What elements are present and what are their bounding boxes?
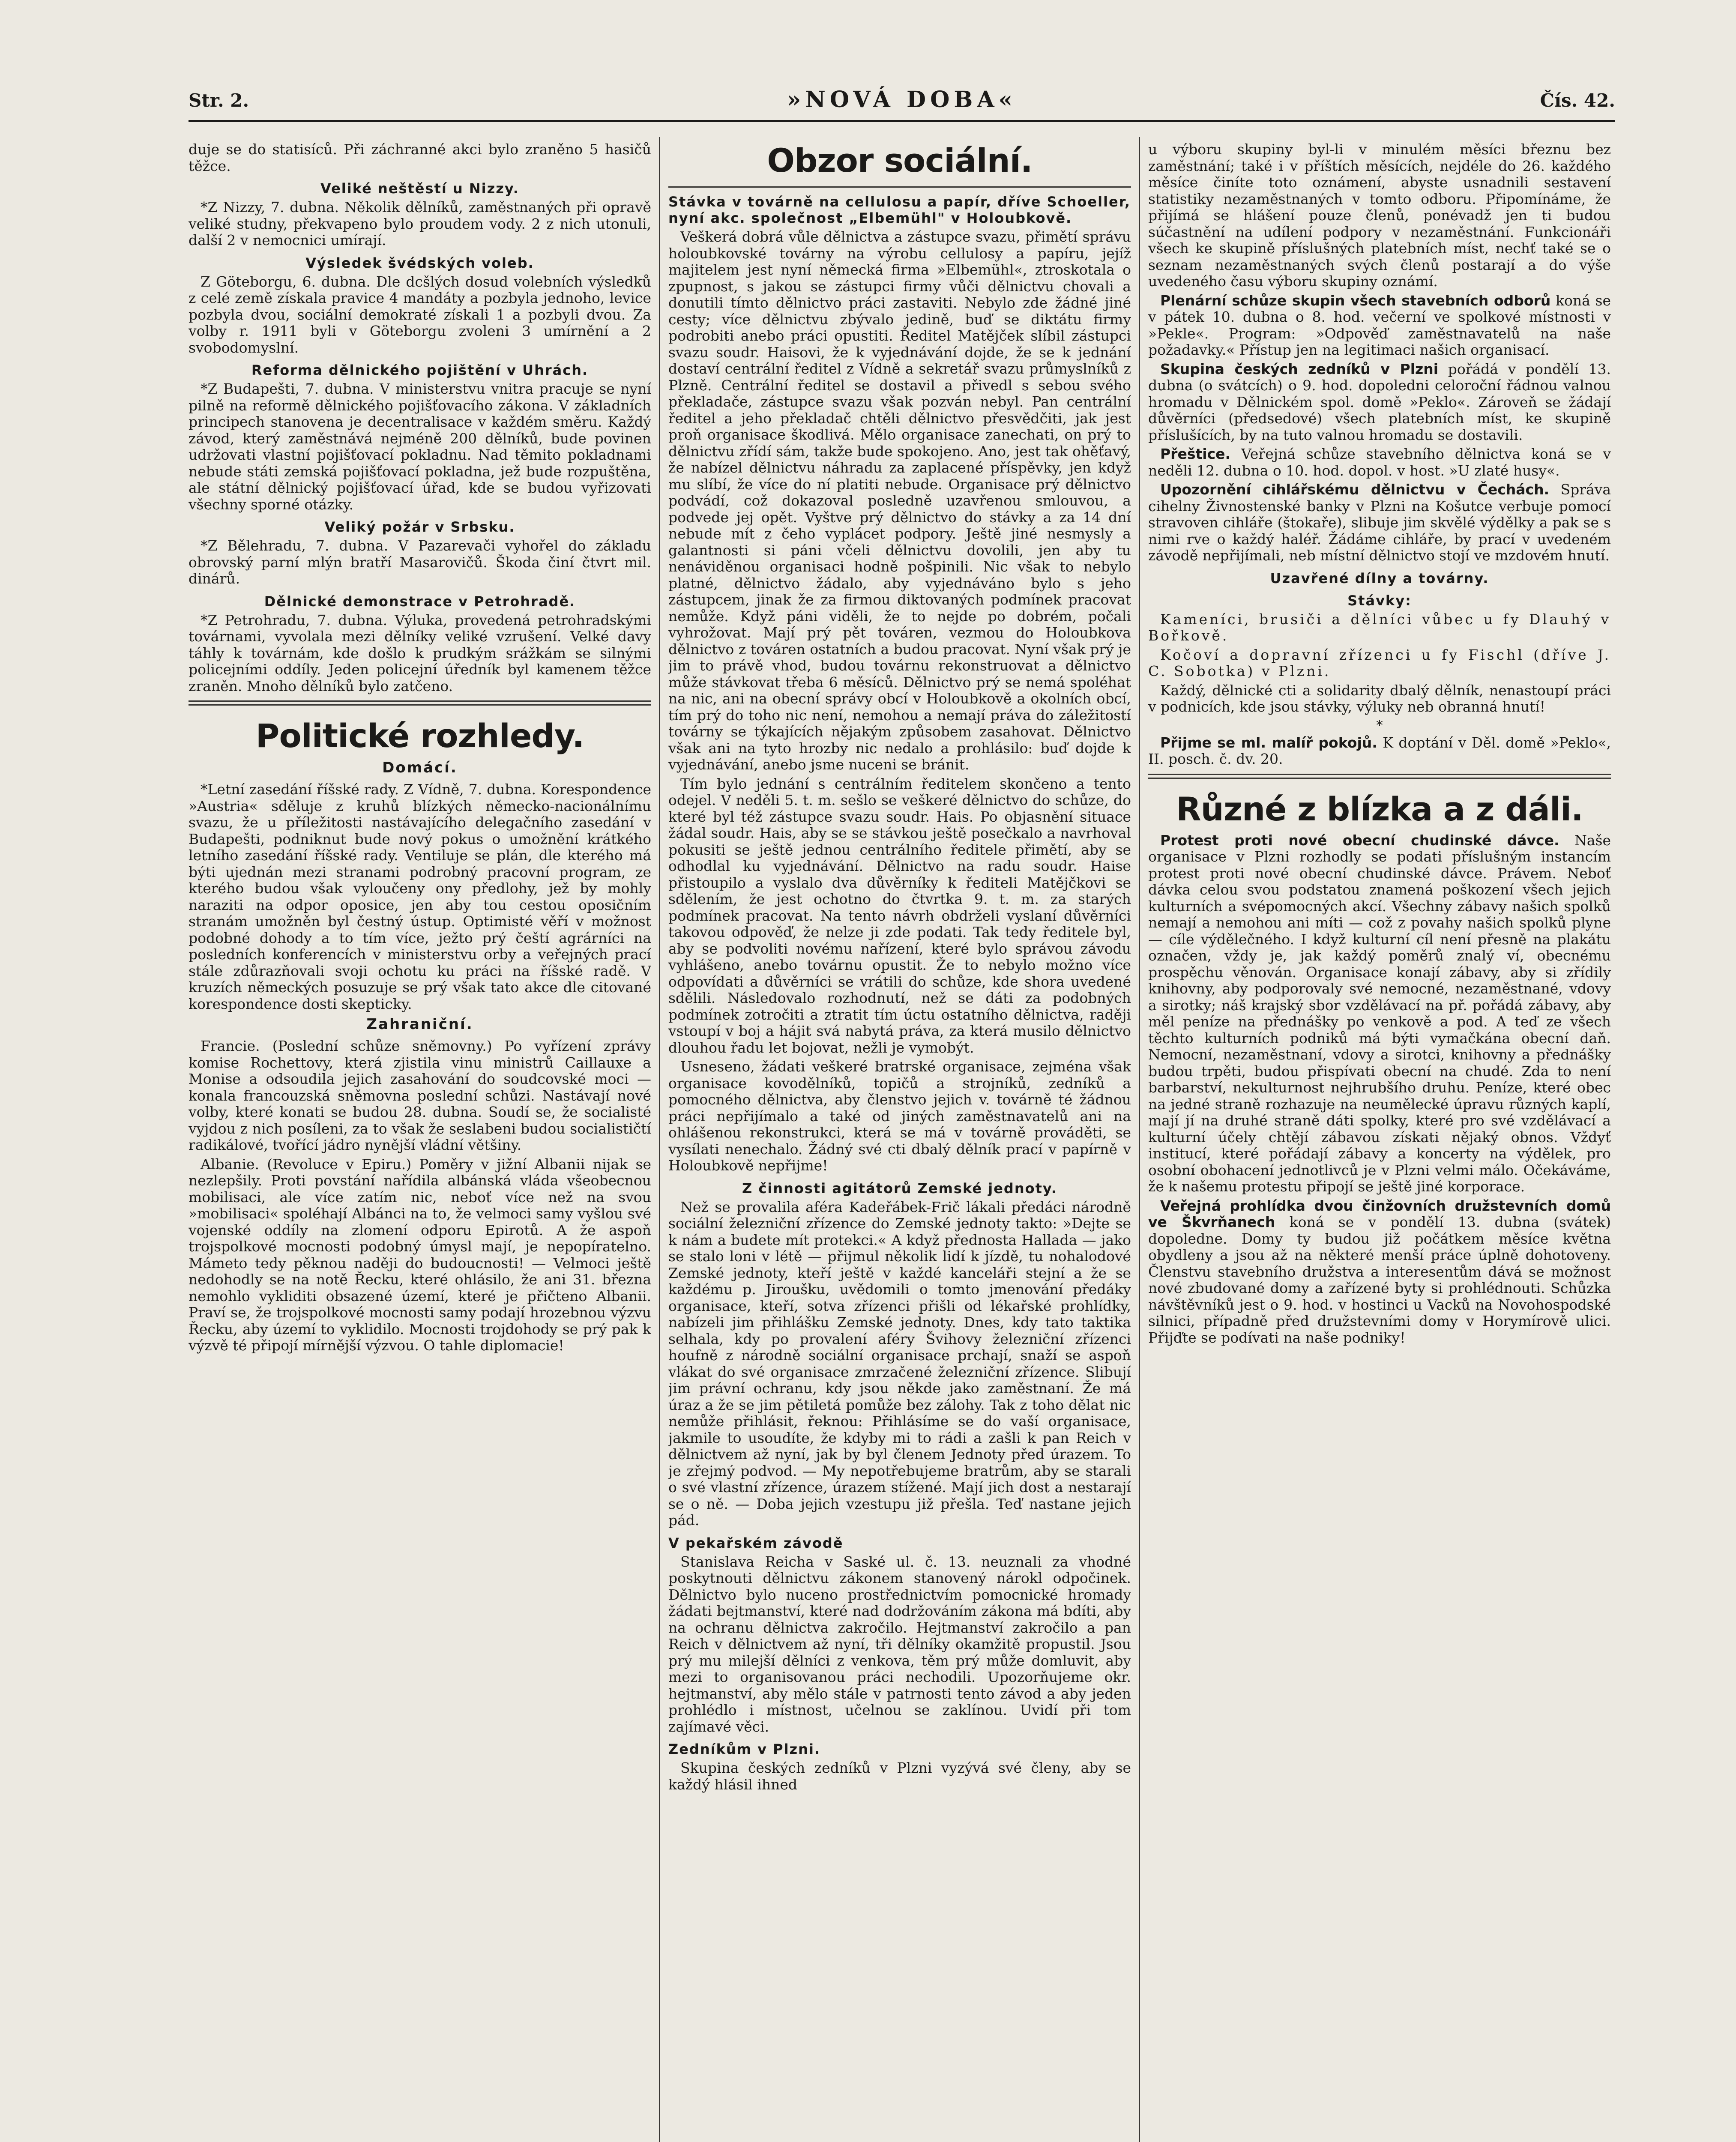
subsection-zahranicni: Zahraniční. <box>366 1016 473 1033</box>
article-strike-3: Usneseno, žádati veškeré bratrské organisace, zejména však organisace kovodělníků, topičů a strojníků, zedníků a pomocného dělnictva, aby členstvo jejich v. továrně té žádnou práci nepřijímalo a také od jiných zaměstnavatelů ani na ohlášenou rekonstrukci, která se má v továrně prováděti, se vysílati nenechalo. Žádný své cti dbalý dělník prací v papírně v Holoubkově nepřijme! <box>668 1058 1131 1174</box>
page-number: Str. 2. <box>189 90 249 111</box>
article-petrohrad: *Z Petrohradu, 7. dubna. Výluka, provedená petrohradskými továrnami, vyvolala mezi dělníky veliké vzrušení. Velké davy táhly k továrnám, kde došlo k prudkým srážkám se silnými policejními oddíly. Jeden policejní úředník byl kamenem těžce zraněn. Mnoho dělníků bylo zatčeno. <box>189 611 651 694</box>
lead-prestice: Přeštice. <box>1160 446 1231 462</box>
section-title-obzor: Obzor sociální. <box>767 141 1033 179</box>
headline-srbsko: Veliký požár v Srbsku. <box>324 519 515 535</box>
article-continued: u výboru skupiny byl-li v minulém měsíci březnu bez zaměstnání; také i v příštích měsících, nejdéle do 26. každého měsíce činíte toto oznámení, abyste usnadnili sestavení statistiky nezaměstnaných v tomto odboru. Připomínáme, že přijímá se hlášení pouze členů, ponévadž jen ti budou súčastnění na udílení podpory v nezaměstnání. Funkcionáři všech ke skupině příslušných platebních míst, nechť také se o seznam nezaměstnaných svých členů postarají a do výše uvedeného času výboru skupiny oznámí. <box>1148 141 1611 290</box>
article-plenarni: koná se v pátek 10. dubna o 8. hod. večerní ve spolkové místnosti v »Pekle«. Program: »Odpověď zaměstnavatelů na naše požadavky.« Přístup jen na legitimaci našich organisací. <box>1148 292 1611 358</box>
headline-zednici: Zedníkům v Plzni. <box>668 1741 821 1757</box>
headline-agitatori: Z činnosti agitátorů Zemské jednoty. <box>742 1180 1057 1197</box>
article-albanie: Albanie. (Revoluce v Epiru.) Poměry v jižní Albanii nijak se nezlepšily. Proti povstání nařídila albánská vláda všeobecnou mobilisaci, ale více zatím nic, neboť více než na svou »mobilisaci« spoléhají Albánci na to, že velmoci samy vyšlou své vojenské oddíly na zlomení odporu Epirotů. A že aspoň trojspolkové mocnosti podobný úmysl mají, je nepopíratelno. Mámeto tedy pěknou naději do budoucnosti! — Velmoci ještě nedohodly se na notě Řecku, které ohlásilo, že ani 31. března nemohlo vykliditi obsazené území, které je přičteno Albanii. Praví se, že trojspolkové mocnosti samy podají hrozebnou výzvu Řecku, aby území to vyklidilo. Mocnosti trojdohody se prý pak k výzvě té připojí mírnější výzvou. O tahle diplomacie! <box>189 1155 651 1354</box>
page-header <box>189 77 1615 122</box>
section-divider <box>668 186 1131 188</box>
article-verejna: koná se v pondělí 13. dubna (svátek) dopoledne. Domy ty budou již počátkem měsíce května obydleny a jsou až na některé menší práce úplně dohotoveny. Členstvu stavebního družstva a interesentům dává se možnost nové zbudované domy a zařízené byty si prohlédnouti. Schůzka návštěvníků jest o 9. hod. v hostinci u Vacků na Novohospodské silnici, případně před družstevními domy v Horymírově ulici. Přijďte se podívati na naše podniky! <box>1148 1214 1611 1346</box>
article-protest: Naše organisace v Plzni rozhodly se podati příslušným instancím protest proti nové obecní chudinské dávce. Právem. Neboť dávka celou svou podstatou znamená poškození všech jejich kulturních a svépomocných akcí. Všechny zábavy našich spolků nemají a nemohou ani míti — což z povahy našich spolků plyne — cíle výdělečného. I když kulturní cíl není přesně na plakátu označen, vždy je, jak každý poměrů znalý ví, obecnému prospěchu věnován. Organisace konají zábavy, aby si zřídily knihovny, aby podporovaly své nemocné, nezaměstnané, vdovy a sirotky; náš krajský sbor vzdělávací na př. pořádá zábavy, aby měl peníze na přednášky po venkově a pod. A teď ze všech těchto kulturních podniků má býti vymačkána obecní daň. Nemocní, nezaměstnaní, vdovy a sirotci, knihovny a přednášky budou trpěti, budou přispívati obecní na chudé. Zda to není barbarství, nekulturnost nejhrubšího druhu. Peníze, které obec na jedné straně rozhazuje na neumělecké úpravu různých kaplí, mají jí na druhé straně dáti spolky, které pro své vzdělávací a kulturní účely chtějí zábavou získati nějaký obnos. Vždyť institucí, které pořádají zábavy a koncerty na výdělek, pro osobní obohacení jednotlivců je v Plzni velmi málo. Očekáváme, že k našemu protestu připojí se ještě jiné korporace. <box>1148 832 1611 1195</box>
newspaper-page <box>189 77 1615 2142</box>
article-pekarsky: Stanislava Reicha v Saské ul. č. 13. neuznali za vhodné poskytnouti dělnictvu zákonem stanovený nárokl odpočinek. Dělnictvo bylo nuceno prostřednictvím pomocnické hromady žádati bejtmanství, které nad dodržováním zákona má bdíti, aby na ochranu dělnictva zakročilo. Hejtmanství zakročilo a pan Reich v dělnictvem až nyní, tři dělníky okamžitě propustil. Jsou prý mu milejší dělníci z venkova, těm prý může domluvit, aby mezi to organisovanou práci nechodili. Upozorňujeme okr. hejtmanství, aby mělo stále v patrnosti tento závod a aby jeden prohlédlo i místnost, učelnou se zaklínou. Uvidí při tom zajímavé věci. <box>668 1553 1131 1735</box>
article-strike-1: Veškerá dobrá vůle dělnictva a zástupce svazu, přimětí správu holoubkovské továrny na výrobu cellulosy a papíru, jejíž majitelem jest nyní německá firma »Elbemühl«, ztroskotala o zpupnost, s jakou se zástupci firmy vůči dělnictvu chovali a donutili tímto dělnictvo práci zastaviti. Nebylo zde žádné jiné cesty; více dělnictvu zbývalo jedině, buď se diktátu firmy podrobiti anebo práci opustiti. Ředitel Matějček slíbil zástupci svazu soudr. Haisovi, že k vyjednávání dojde, že se k jednání dostaví centrální ředitel z Vídně a sekretář svazu průmyslníků z Plzně. Centrální ředitel se dostavil a přivedl s sebou svého překladače, zástupce svazu však pozván nebyl. Pan centrální ředitel a jeho překladač chtěli dělnictvo přesvědčiti, jak jest proň organisace škodlivá. Mělo organisace zanechati, on prý to dělnictvu zřídí sám, takže bude spokojeno. Ano, jest tak ohěťavý, že nabízel dělnictvu náhradu za zaplacené příspěvky, jen když mu slíbí, že více do ní platiti nebude. Organisace prý dělnictvo podvádí, což dokazoval posledně uzavřenou smlouvou, a podvede jej opět. Vyštve prý dělnictvo do stávky a za 14 dní nebude mít z čeho vyplácet podpory. Ještě jiné nesmysly a galantnosti si páni včeli dělnictvu dovolili, jen aby tu nenáviděnou organisaci hodně pošpinili. Nic však to nebylo platné, dělnictvo žádalo, aby vyjednáváno bylo s jeho zástupcem, jinak že za firmou diktovaných podmínek pracovat nemůže. Když páni viděli, že to nejde po dobrém, počali vyhrožovat. Mají prý pět továren, vezmou do Holoubkova dělnictvo z továren ostatních a budou pracovat. Nyní však prý je jim to právě vhod, budou továrnu rekonstruovat a dělnictvo může stávkovat třeba 6 měsíců. Dělnictvo prý se nemá spoléhat na nic, ani na obecní správy obcí v Holoubkově a okolních obcí, tím prý do toho nic není, nemohou a nemají práva do záležitostí továrny se týkajících nějakým způsobem zasahovat. Dělnictvo však ani na tyto hrozby nic nedalo a prohlásilo: buď dojde k vyjednávání, anebo jsme nuceni se bránit. <box>668 228 1131 773</box>
issue-number: Čís. 42. <box>1540 90 1615 111</box>
headline-stavky: Stávky: <box>1347 592 1412 609</box>
separator-star: * <box>1376 718 1383 733</box>
section-divider <box>189 700 651 706</box>
headline-petrohrad: Dělnické demonstrace v Petrohradě. <box>264 593 576 610</box>
lead-skupina: Skupina českých zedníků v Plzni <box>1160 360 1439 377</box>
lead-prijme: Přijme se ml. malíř pokojů. <box>1160 734 1377 751</box>
lead-plenarni: Plenární schůze skupin všech stavebních odborů <box>1160 292 1551 309</box>
article-uhry: *Z Budapešti, 7. dubna. V ministerstvu vnitra pracuje se nyní pilně na reformě dělnického pojišťovacího zákona. V základních principech stanovena je decentralisace v každém směru. Každý závod, který zaměstnává nejméně 200 dělníků, bude povinen udržovati vlastní pojišťovací pokladnu. Nad těmito pokladnami nebude státi zemská pojišťovací pokladna, jež bude rozpuštěna, ale státní dělnický pojišťovací úřad, kde se budou vyřizovati všechny sporné otázky. <box>189 380 651 513</box>
headline-strike: Stávka v továrně na cellulosu a papír, dříve Schoeller, nyní akc. společnost „Elbemühl" v Holoubkově. <box>668 194 1131 226</box>
column-rule <box>1139 137 1140 2142</box>
section-title-politicke: Politické rozhledy. <box>255 717 584 755</box>
article-strike-2: Tím bylo jednání s centrálním ředitelem skončeno a tento odejel. V neděli 5. t. m. sešlo se veškeré dělnictvo do schůze, do které byl též zástupce svazu soudr. Hais. Po objasnění situace žádal soudr. Hais, aby se se stávkou ještě posečkalo a navrhoval pokusiti se ještě jednou centrálního ředitele přimětí, aby se odhodlal ku vyjednávání. Dělnictvo na radu soudr. Haise přistoupilo a vyslalo dva důvěrníky k řediteli Matějčkovi se sdělením, že jest ochotno do čtvrtka 9. t. m. za starých podmínek pracovat. Na tento návrh obdrželi vyslaní důvěrníci takovou odpověď, že nelze ji zde podati. Tak tedy ředitele byl, aby se podvoliti novému nařízení, které bylo správou závodu vyhlášeno, anebo továrnu opustit. Že to nebylo možno více odpovídati a důvěrníci se vrátili do schůze, kde shora uvedené sdělili. Následovalo rozhodnutí, než se dáti za podobných podmínek zotročiti a ztratit tím úctu ostatního dělnictva, raději vstoupí v boj a hájit svá nabytá práva, za která musilo dělnictvo dlouhou řadu let bojovat, nežli je vymobýt. <box>668 775 1131 1056</box>
newspaper-title: »NOVÁ DOBA« <box>787 87 1017 113</box>
article-agitatori: Než se provalila aféra Kadeřábek-Frič lákali předáci národně sociální železniční zřízence do Zemské jednoty takto: »Dejte se k nám a budete mít protekci.« A když přednosta Hallada — jako se stalo loni v létě — přijmul několik lidí k jízdě, tu nohalodové Zemské jednoty, kteří ještě v každé kanceláři stejní a že se každému p. Jiroušku, uvědomili o tomto jmenování předáky organisace, kteří, sotva zřízenci přišli od lékařské prohlídky, nabízeli jim přihlášku Zemské jednoty. Dnes, kdy tato taktika selhala, kdy po provalení aféry Švihovy železniční zřízenci houfně z národně sociální organisace prchají, snaží se aspoň vlákat do své organisace zmrzačené železniční zřízence. Slibují jim právní ochranu, kdy jsou někde jako zaměstnaní. Že má úraz a že se jim pětiletá pomůže bez zálohy. Tak z toho dělat nic nemůže přihlásit, řeknou: Přihlásíme se do vaší organisace, jakmile to usoudíte, že kdyby mi to rádi a zašli k pan Reich v dělnictvem až nyní, jak by byl členem Jednoty před úrazem. To je zřejmý podvod. — My nepotřebujeme bratrům, aby se starali o své vlastní zřízence, úrazem stížené. Mají jich dost a nestarají se o ně. — Doba jejich vzestupu již přešla. Teď nastane jejich pád. <box>668 1198 1131 1529</box>
article-svedsko: Z Göteborgu, 6. dubna. Dle dcšlých dosud volebních výsledků z celé země získala pravice 4 mandáty a pozbyla jednoho, levice pozbyla dvou, sociální demokraté získali 1 a pozbyli dvou. Za volby r. 1911 byli v Göteborgu zvoleni 3 umírnění a 2 svobodomyslní. <box>189 273 651 356</box>
ad-prijme: K doptání v Děl. domě »Peklo«, II. posch. č. dv. 20. <box>1148 734 1611 767</box>
strike-kamenici: Kameníci, brusiči a dělníci vůbec u fy Dlauhý v Bořkově. <box>1148 610 1611 644</box>
article-francie: Francie. (Poslední schůze sněmovny.) Po vyřízení zprávy komise Rochettovy, která zjistila vinu ministrů Caillauxe a Monise a odsoudila jejich zasahování do soudcovské moci — konala francouzská sněmovna poslední schůzi. Nastávají nové volby, které konati se budou 28. dubna. Soudí se, že socialisté vyjdou z nich posíleni, za to však že seslabeni budou socialističtí radikálové, tvořící jádro nynější vládní většiny. <box>189 1038 651 1153</box>
column-1 <box>189 141 651 2142</box>
article-srbsko: *Z Bělehradu, 7. dubna. V Pazarevači vyhořel do základu obrovský parní mlýn bratří Masarovičů. Škoda činí čtvrt mil. dinárů. <box>189 537 651 587</box>
headline-uzavrene: Uzavřené dílny a továrny. <box>1270 570 1489 586</box>
strike-kocovi: Kočoví a dopravní zřízenci u fy Fischl (dříve J. C. Sobotka) v Plzni. <box>1148 646 1611 679</box>
article-zednici: Skupina českých zedníků v Plzni vyzývá své členy, aby se každý hlásil ihned <box>668 1759 1131 1793</box>
lead-upozorneni: Upozornění cihlářskému dělnictvu v Čechách. <box>1160 481 1550 498</box>
article-nizza: *Z Nizzy, 7. dubna. Několik dělníků, zaměstnaných při opravě veliké studny, překvapeno bylo proudem vody. 2 z nich utonuli, další 2 v nemocnici umírají. <box>189 199 651 248</box>
headline-uhry: Reforma dělnického pojištění v Uhrách. <box>251 362 589 378</box>
column-2 <box>668 141 1131 2142</box>
lead-verejna: Veřejná prohlídka dvou činžovních družstevních domů ve Škvrňanech <box>1148 1197 1611 1230</box>
strike-notice: Každý, dělnické cti a solidarity dbalý dělník, nenastoupí práci v podnicích, kde jsou stávky, výluky neb obranná hnutí! <box>1148 682 1611 715</box>
article-prestice: Veřejná schůze stavebního dělnictva koná se v neděli 12. dubna o 10. hod. dopol. v host. »U zlaté husy«. <box>1148 446 1611 479</box>
headline-pekarsky: V pekařském závodě <box>668 1535 844 1551</box>
headline-svedsko: Výsledek švédských voleb. <box>305 254 534 271</box>
subsection-domaci: Domácí. <box>382 759 458 776</box>
article-zasedani: *Letní zasedání říšské rady. Z Vídně, 7. dubna. Korespondence »Austria« sděluje z kruhů blízkých německo-nacionálnímu svazu, že u příležitosti nastávajícího delegačního zasedání v Budapešti, podniknut bude nový pokus o umožnění krátkého letního zasedání říšské rady. Ventiluje se plán, dle kterého má býti ujednán mezi stranami podrobný pracovní program, ze kterého budou však vyloučeny ony předlohy, jež by mohly naraziti na odpor oposice, jen aby tou cestou oposičním stranám umožněn byl čestný ústup. Optimisté věří v možnost podobné dohody a to tím více, ježto prý čeští agrárníci na posledních konferencích v ministerstvu orby a veřejných prací stále zdůrazňovali svoji ochotu ku práci na říšské radě. V kruzích německých posuzuje se prý však tato akce dle citované korespondence dosti skepticky. <box>189 781 651 1012</box>
column-rule <box>659 137 660 2142</box>
headline-nizza: Veliké neštěstí u Nizzy. <box>320 180 519 197</box>
section-title-ruzne: Různé z blízka a z dáli. <box>1176 790 1583 828</box>
lead-protest: Protest proti nové obecní chudinské dávce. <box>1160 832 1559 849</box>
article-text: duje se do statisíců. Při záchranné akci bylo zraněno 5 hasičů těžce. <box>189 141 651 174</box>
section-divider <box>1148 774 1611 779</box>
article-skupina: pořádá v pondělí 13. dubna (o svátcích) o 9. hod. dopoledni celoroční řádnou valnou hromadu v Dělnickém spol. domě »Peklo«. Zároveň se žádají důvěrníci (předsedové) všech platebních míst, ke skupině příslušících, by na tuto valnou hromadu se dostavili. <box>1148 360 1611 443</box>
article-upozorneni: Správa cihelny Živnostenské banky v Plzni na Košutce verbuje pomocí stravoven cihláře (štokaře), slibuje jim skvělé výdělky a pak se s nimi rve o každý haléř. Žádáme cihláře, by prací v uvedeném závodě nepřijímali, neb místní dělnictvo stojí ve mzdovém hnutí. <box>1148 481 1611 564</box>
column-3 <box>1148 141 1611 2142</box>
